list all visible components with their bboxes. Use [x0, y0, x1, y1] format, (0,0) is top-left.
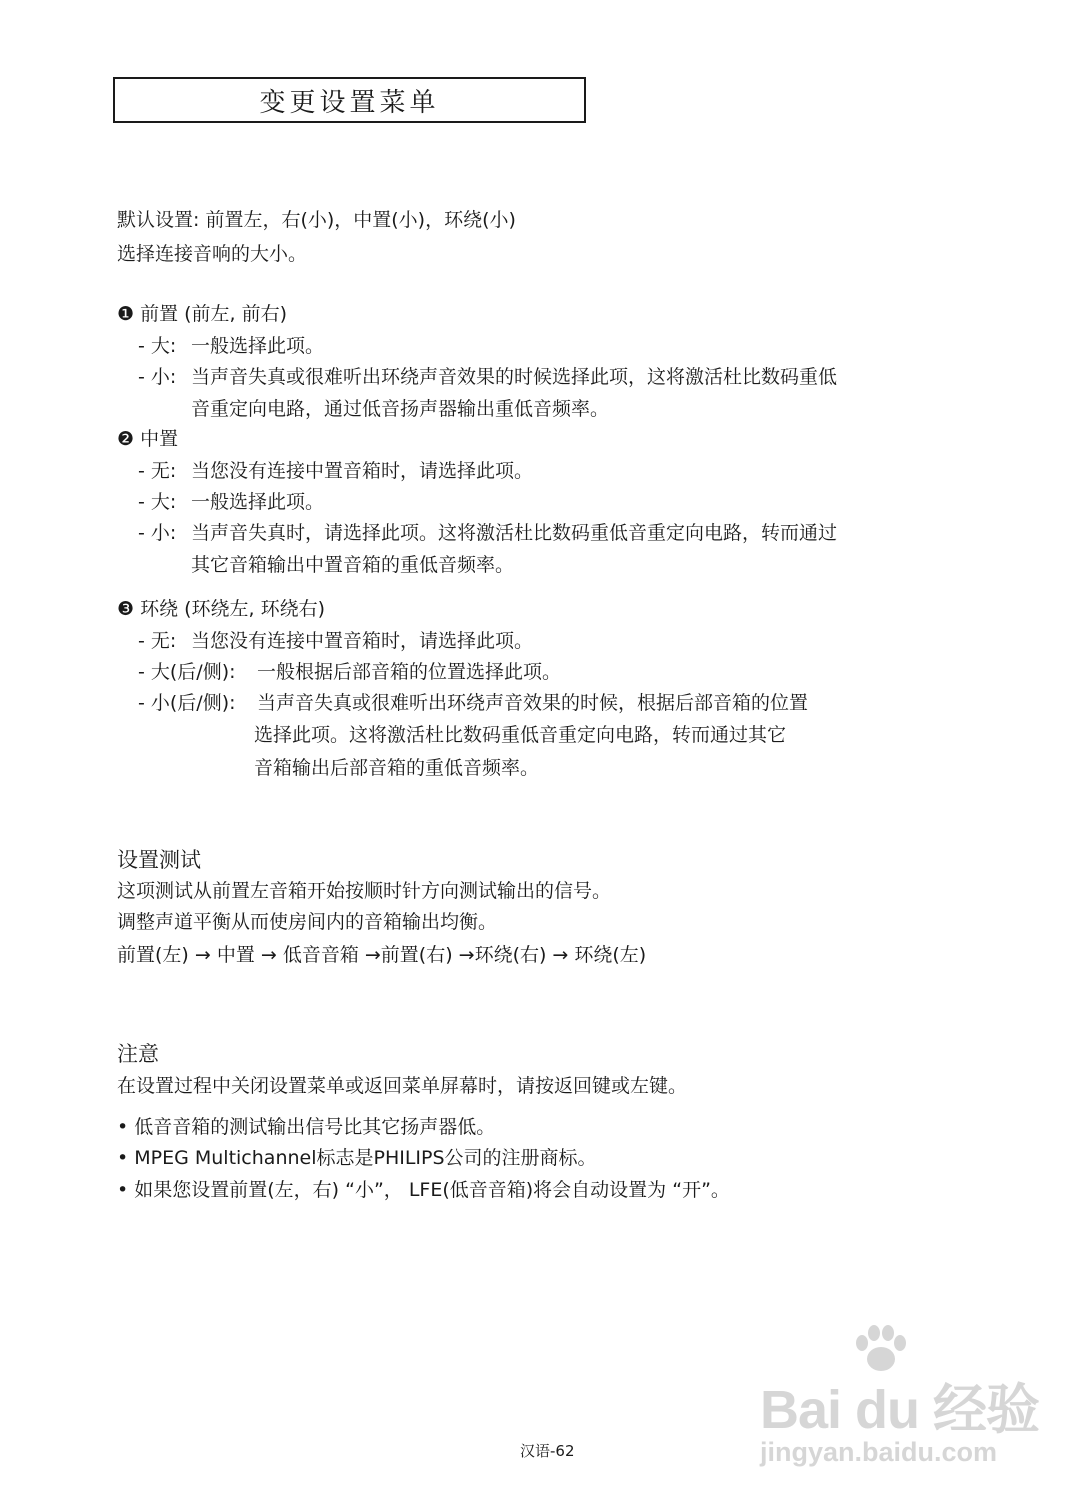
surround-none-text: 当您没有连接中置音箱时，请选择此项。 — [191, 630, 534, 652]
center-large-text: 一般选择此项。 — [191, 491, 325, 513]
note-bullet-2: • MPEG Multichannel标志是PHILIPS公司的注册商标。 — [117, 1147, 597, 1169]
test-heading: 设置测试 — [117, 848, 201, 872]
center-none-label: - 无: — [138, 460, 177, 482]
front-large-label: - 大: — [138, 335, 177, 357]
center-small-text-2: 其它音箱输出中置音箱的重低音频率。 — [191, 554, 515, 576]
section-front-header: ❶ 前置 (前左, 前右) — [117, 303, 288, 325]
note-bullet-3: • 如果您设置前置(左，右) “小”， LFE(低音音箱)将会自动设置为 “开”。 — [117, 1179, 730, 1201]
front-small-label: - 小: — [138, 366, 177, 388]
center-none-text: 当您没有连接中置音箱时，请选择此项。 — [191, 460, 534, 482]
surround-small-text-3: 音箱输出后部音箱的重低音频率。 — [254, 757, 540, 779]
intro-default: 默认设置: 前置左，右(小)，中置(小)，环绕(小) — [117, 209, 516, 231]
test-sequence: 前置(左) → 中置 → 低音音箱 →前置(右) →环绕(右) → 环绕(左) — [117, 944, 647, 966]
center-small-label: - 小: — [138, 522, 177, 544]
section-center-header: ❷ 中置 — [117, 428, 179, 450]
test-line-2: 调整声道平衡从而使房间内的音箱输出均衡。 — [117, 911, 498, 933]
surround-small-text-1: 当声音失真或很难听出环绕声音效果的时候，根据后部音箱的位置 — [257, 692, 809, 714]
page-number: 汉语-62 — [520, 1442, 575, 1460]
paw-icon — [850, 1325, 910, 1373]
surround-large-label: - 大(后/侧): — [138, 661, 236, 683]
center-small-text-1: 当声音失真时，请选择此项。这将激活杜比数码重低音重定向电路，转而通过 — [191, 522, 838, 544]
surround-none-label: - 无: — [138, 630, 177, 652]
watermark — [760, 1325, 1040, 1485]
front-large-text: 一般选择此项。 — [191, 335, 325, 357]
section-surround-header: ❸ 环绕 (环绕左, 环绕右) — [117, 598, 326, 620]
front-small-text-2: 音重定向电路，通过低音扬声器输出重低音频率。 — [191, 398, 610, 420]
surround-large-text: 一般根据后部音箱的位置选择此项。 — [257, 661, 562, 683]
test-line-1: 这项测试从前置左音箱开始按顺时针方向测试输出的信号。 — [117, 880, 612, 902]
note-bullet-1: • 低音音箱的测试输出信号比其它扬声器低。 — [117, 1116, 496, 1138]
intro-select: 选择连接音响的大小。 — [117, 243, 308, 265]
front-small-text-1: 当声音失真或很难听出环绕声音效果的时候选择此项，这将激活杜比数码重低 — [191, 366, 838, 388]
center-large-label: - 大: — [138, 491, 177, 513]
page-title: 变更设置菜单 — [113, 77, 586, 123]
note-heading: 注意 — [117, 1042, 159, 1066]
surround-small-label: - 小(后/侧): — [138, 692, 236, 714]
surround-small-text-2: 选择此项。这将激活杜比数码重低音重定向电路，转而通过其它 — [254, 724, 787, 746]
watermark-brand: Bai du 经验 — [760, 1380, 1040, 1440]
note-text: 在设置过程中关闭设置菜单或返回菜单屏幕时，请按返回键或左键。 — [117, 1075, 688, 1097]
watermark-url: jingyan.baidu.com — [760, 1437, 998, 1467]
